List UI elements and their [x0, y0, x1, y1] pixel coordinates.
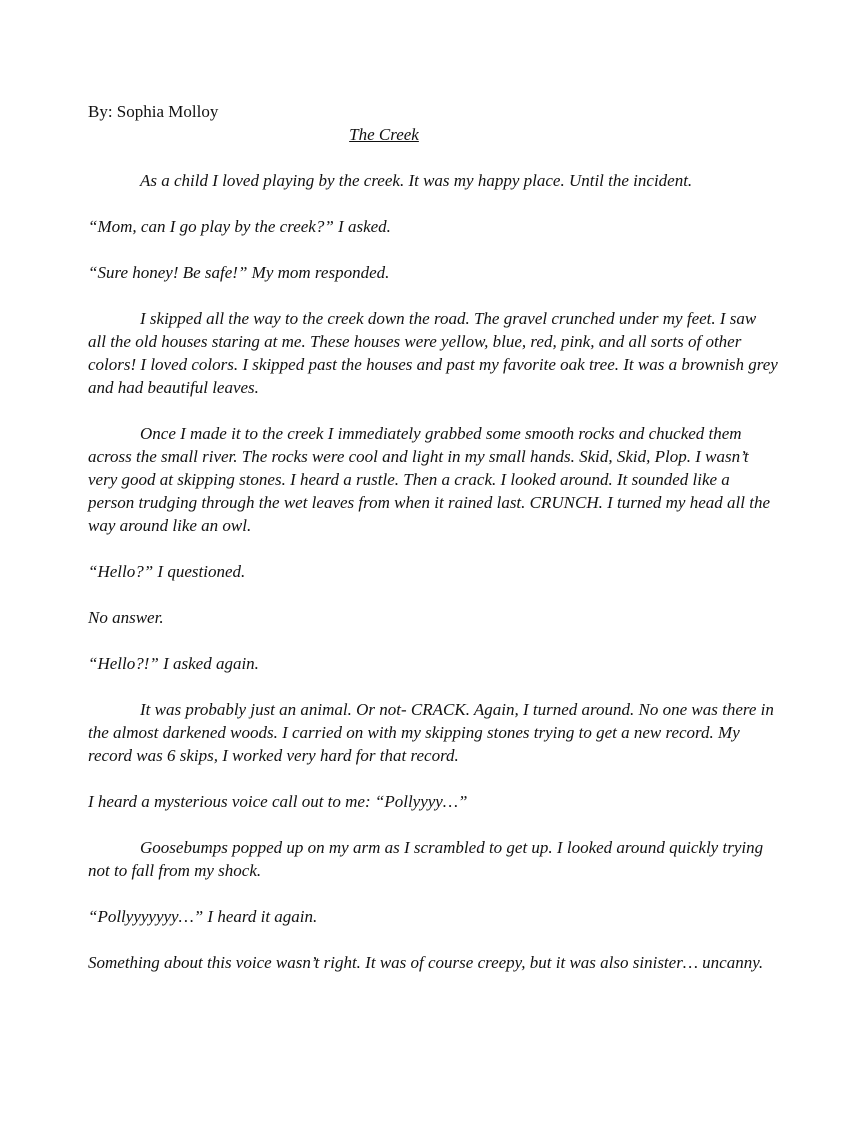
paragraph: Once I made it to the creek I immediately grabbed some smooth rocks and chucked them across the small river. The rocks were cool and light in my small hands. Skid, Skid, Plop. I wasn’t very good at skipping stones. I heard a rustle. Then a crack. I looked around. It sounded like a person trudging through the wet leaves from when it rained last. CRUNCH. I turned my head all the way around like an owl.: [88, 424, 770, 535]
paragraph: No answer.: [88, 608, 164, 627]
author-byline: By: Sophia Molloy: [88, 102, 219, 121]
document-body: [88, 100, 778, 997]
paragraph: “Sure honey! Be safe!” My mom responded.: [88, 263, 390, 282]
paragraph: “Mom, can I go play by the creek?” I asked.: [88, 217, 391, 236]
paragraph: I skipped all the way to the creek down the road. The gravel crunched under my feet. I saw all the old houses staring at me. These houses were yellow, blue, red, pink, and all sorts of other colors! I loved colors. I skipped past the houses and past my favorite oak tree. It was a brownish grey and had beautiful leaves.: [88, 309, 778, 397]
paragraph: “Hello?!” I asked again.: [88, 654, 259, 673]
paragraph: “Pollyyyyyyy…” I heard it again.: [88, 907, 318, 926]
paragraph: As a child I loved playing by the creek. It was my happy place. Until the incident.: [140, 171, 693, 190]
paragraph: It was probably just an animal. Or not- CRACK. Again, I turned around. No one was there in the almost darkened woods. I carried on with my skipping stones trying to get a new record. My record was 6 skips, I worked very hard for that record.: [88, 700, 774, 765]
paragraph: Goosebumps popped up on my arm as I scrambled to get up. I looked around quickly trying not to fall from my shock.: [88, 838, 764, 880]
paragraph: I heard a mysterious voice call out to me: “Pollyyyy…”: [88, 792, 468, 811]
story-title: The Creek: [349, 125, 419, 144]
paragraph: “Hello?” I questioned.: [88, 562, 246, 581]
paragraph: Something about this voice wasn’t right. It was of course creepy, but it was also sinister… uncanny.: [88, 953, 764, 972]
